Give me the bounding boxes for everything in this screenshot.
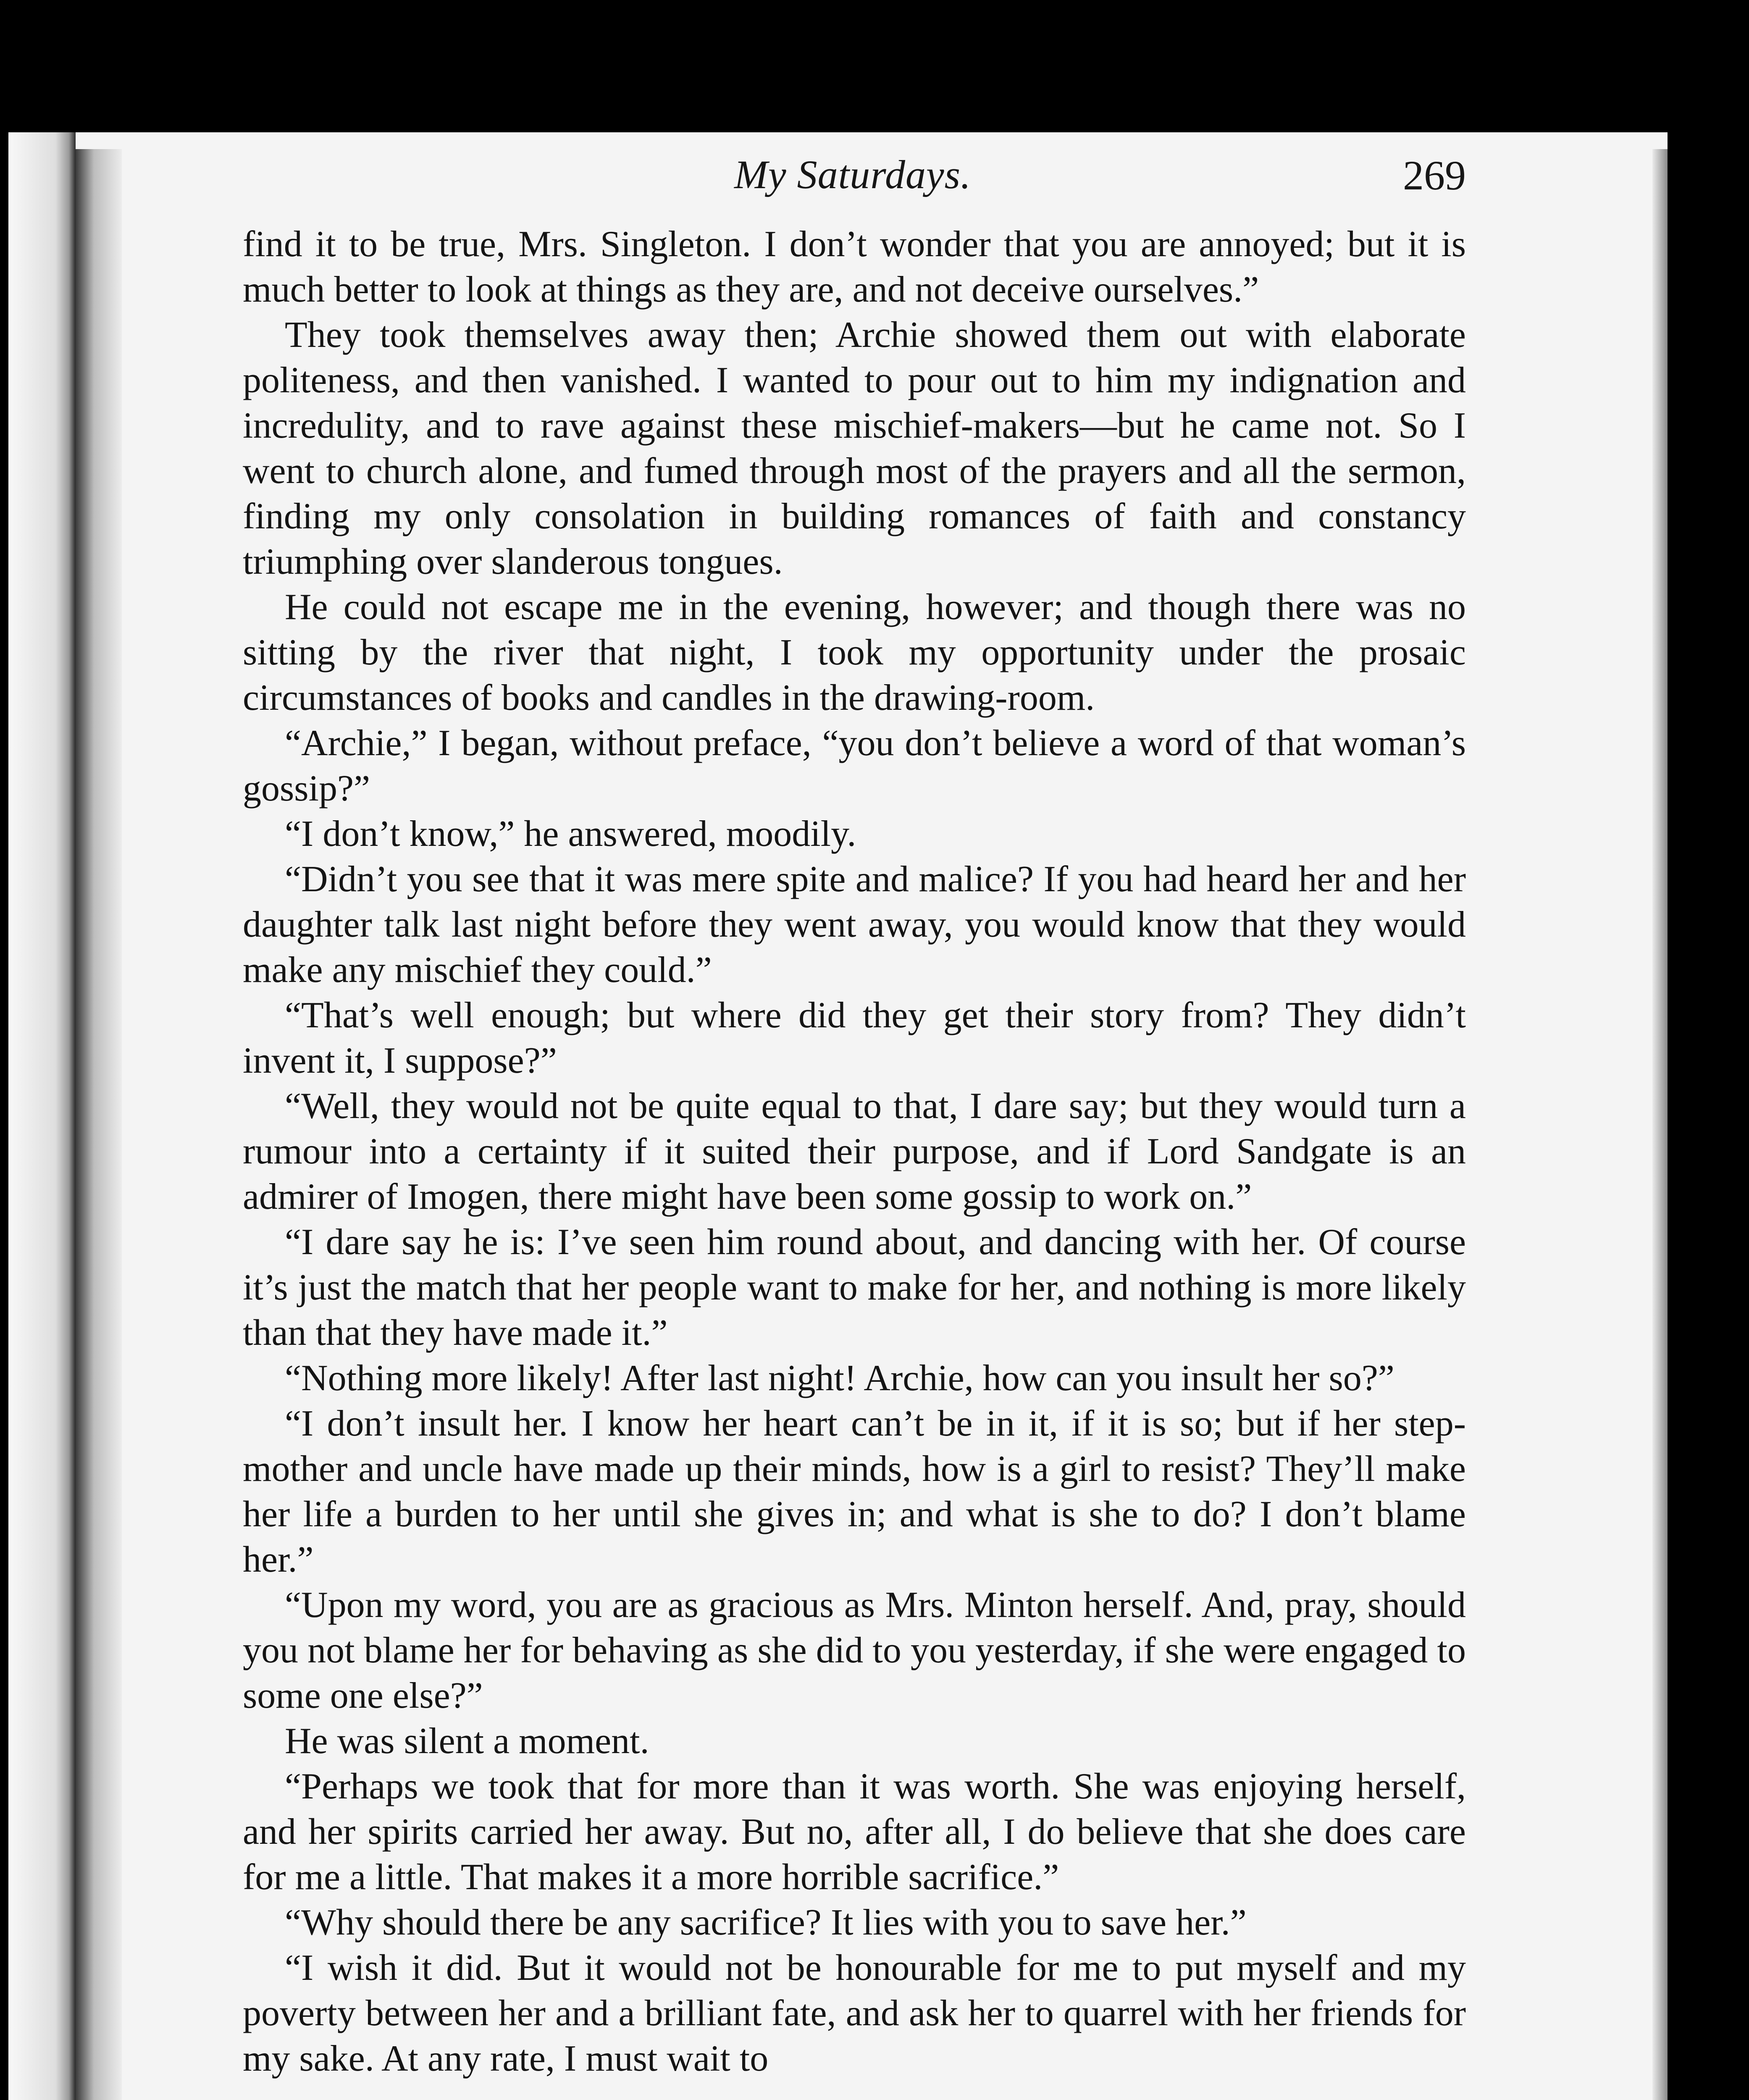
paragraph: He was silent a moment. [285,1721,649,1761]
paragraph: “Upon my word, you are as gracious as Mrs. Minton herself. And, pray, should you not blame her for behaving as she did to you yesterday, if she were engaged to some one else?” [243,1585,1466,1716]
paragraph: They took themselves away then; Archie showed them out with elaborate politeness, and then vanished. I wanted to pour out to him my indignation and incredulity, and to rave against these mischief-makers—but he came not. So I went to church alone, and fumed through most of the prayers and all the sermon, finding my only consolation in building romances of faith and constancy triumphing over slanderous tongues. [243,315,1466,582]
paragraph: “Nothing more likely! After last night! Archie, how can you insult her so?” [285,1358,1394,1399]
paragraph: “I wish it did. But it would not be honourable for me to put myself and my poverty between her and a brilliant fate, and ask her to quarrel with her friends for my sake. At any rate, I must wait to [243,1948,1466,2079]
paragraph: “I don’t insult her. I know her heart can’t be in it, if it is so; but if her step-mother and uncle have made up their minds, how is a girl to resist? They’ll make her life a burden to her until she gives in; and what is she to do? I don’t blame her.” [243,1403,1466,1580]
page-number: 269 [1403,152,1466,199]
right-page-edge [1652,149,1668,2100]
paragraph: He could not escape me in the evening, however; and though there was no sitting by the river that night, I took my opportunity under the prosaic circumstances of books and candles in the drawing-room. [243,587,1466,718]
body-text [243,222,1466,2082]
running-head-title: My Saturdays. [734,152,971,197]
paragraph: “Well, they would not be quite equal to that, I dare say; but they would turn a rumour into a certainty if it suited their purpose, and if Lord Sandgate is an admirer of Imogen, there might have been some gossip to work on.” [243,1086,1466,1217]
paragraph: “Why should there be any sacrifice? It lies with you to save her.” [285,1902,1247,1943]
paragraph: “Perhaps we took that for more than it was worth. She was enjoying herself, and her spirits carried her away. But no, after all, I do believe that she does care for me a little. That makes it a more horrible sacrifice.” [243,1766,1466,1898]
paragraph: “Archie,” I began, without preface, “you don’t believe a word of that woman’s gossip?” [243,723,1466,809]
paragraph: “That’s well enough; but where did they get their story from? They didn’t invent it, I suppose?” [243,995,1466,1081]
running-head [244,151,1466,202]
left-page-edge [8,132,76,2100]
paragraph: “I don’t know,” he answered, moodily. [285,814,856,854]
paragraph: “Didn’t you see that it was mere spite and malice? If you had heard her and her daughter talk last night before they went away, you would know that they would make any mischief they could.” [243,859,1466,990]
paragraph: find it to be true, Mrs. Singleton. I don’t wonder that you are annoyed; but it is much better to look at things as they are, and not deceive ourselves.” [243,224,1466,310]
paragraph: “I dare say he is: I’ve seen him round about, and dancing with her. Of course it’s just the match that her people want to make for her, and nothing is more likely than that they have made it.” [243,1222,1466,1353]
book-gutter [76,149,122,2100]
